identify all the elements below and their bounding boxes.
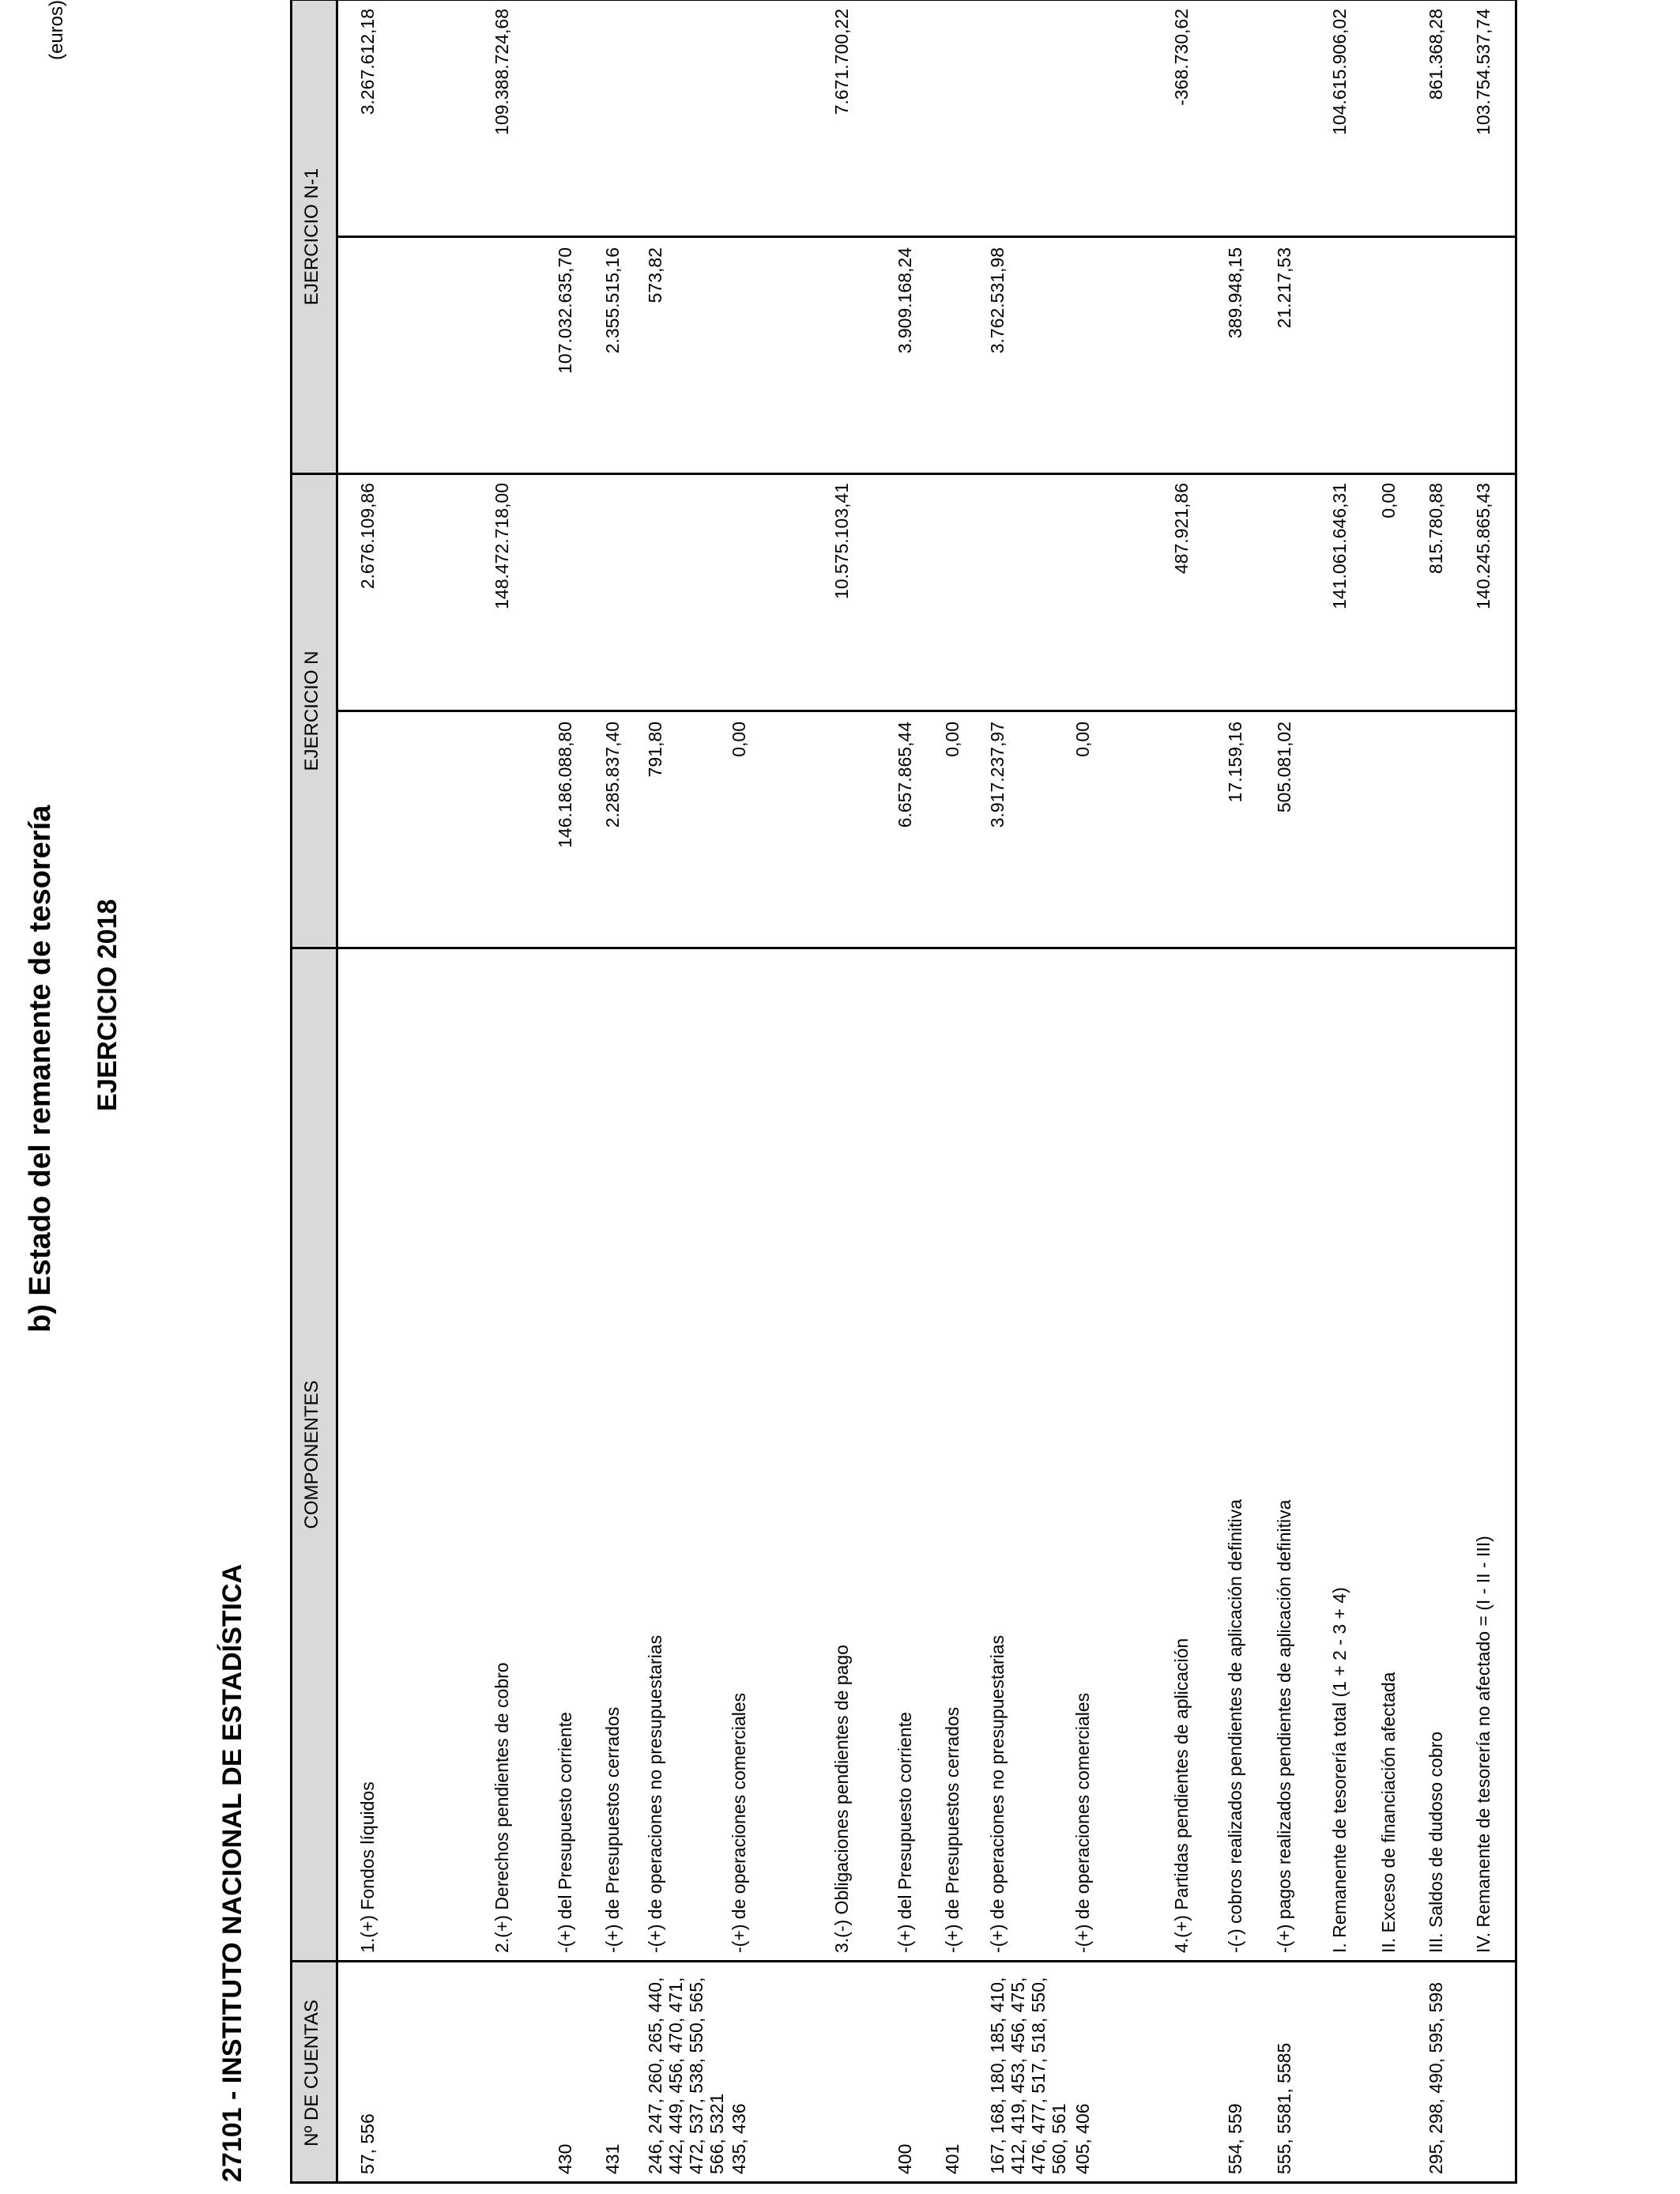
- table-border-left: [290, 2181, 1517, 2184]
- cell-n-total: 487.921,86: [1171, 483, 1192, 575]
- cell-n-detalle: 6.657.865,44: [895, 722, 915, 828]
- column-divider-ejercicio-n: [290, 473, 1517, 475]
- entity-title: 27101 - INSTITUTO NACIONAL DE ESTADÍSTICA: [217, 1563, 247, 2182]
- cell-componente: 3.(-) Obligaciones pendientes de pago: [831, 1645, 852, 1953]
- cell-componente: -(+) de Presupuestos cerrados: [602, 1706, 623, 1953]
- cell-componente: I. Remanente de tesorería total (1 + 2 - 3 + 4): [1329, 1587, 1350, 1953]
- header-ejercicio-n: EJERCICIO N: [301, 650, 322, 771]
- table-border-right: [290, 0, 1517, 1]
- cell-n-total: 10.575.103,41: [831, 483, 852, 600]
- cell-n1-detalle: 389.948,15: [1225, 247, 1245, 339]
- cell-n-detalle: 0,00: [1072, 722, 1093, 757]
- cell-componente: -(+) de operaciones comerciales: [1072, 1692, 1093, 1953]
- remanente-table: [290, 0, 1517, 2184]
- cell-n-detalle: 17.159,16: [1225, 722, 1245, 803]
- cell-n1-total: 103.754.537,74: [1473, 9, 1494, 135]
- cell-n-total: 0,00: [1378, 483, 1399, 518]
- cell-n-total: 140.245.865,43: [1473, 483, 1494, 609]
- cell-n-total: 2.676.109,86: [357, 483, 378, 590]
- cell-n1-total: 104.615.906,02: [1329, 9, 1350, 135]
- cell-componente: -(+) de operaciones comerciales: [729, 1692, 749, 1953]
- cell-componente: -(+) del Presupuesto corriente: [555, 1712, 575, 1953]
- cell-componente: -(+) de Presupuestos cerrados: [942, 1706, 962, 1953]
- cell-componente: -(+) pagos realizados pendientes de aplicación definitiva: [1274, 1499, 1294, 1953]
- cell-n-total: 141.061.646,31: [1329, 483, 1350, 609]
- cell-cuentas: 431: [602, 2143, 623, 2174]
- subcolumn-divider-n1: [336, 236, 1517, 238]
- cell-componente: II. Exceso de financiación afectada: [1378, 1672, 1399, 1953]
- cell-cuentas: 400: [895, 2143, 915, 2174]
- cell-n1-detalle: 3.762.531,98: [987, 247, 1008, 354]
- cell-componente: 1.(+) Fondos líquidos: [357, 1781, 378, 1953]
- page-title: b) Estado del remanente de tesorería: [24, 805, 57, 1333]
- cell-n-total: 815.780,88: [1426, 483, 1446, 575]
- cell-cuentas: 246, 247, 260, 265, 440, 442, 449, 456, 470, 471, 472, 537, 538, 550, 565, 566, 5321: [645, 1977, 727, 2174]
- cell-n-detalle: 146.186.088,80: [555, 722, 575, 848]
- cell-componente: -(+) de operaciones no presupuestarias: [987, 1634, 1008, 1953]
- cell-n1-detalle: 2.355.515,16: [602, 247, 623, 354]
- cell-n1-total: 109.388.724,68: [492, 9, 512, 135]
- cell-componente: -(-) cobros realizados pendientes de aplicación definitiva: [1225, 1498, 1245, 1953]
- cell-cuentas: 167, 168, 180, 185, 410, 412, 419, 453, 456, 475, 476, 477, 517, 518, 550, 560, 561: [987, 1977, 1069, 2174]
- header-ejercicio-n1: EJERCICIO N-1: [301, 168, 322, 306]
- subcolumn-divider-n: [336, 710, 1517, 712]
- header-cuentas: Nº DE CUENTAS: [301, 2000, 322, 2147]
- cell-n1-total: 3.267.612,18: [357, 9, 378, 115]
- cell-n-detalle: 0,00: [942, 722, 962, 757]
- cell-n-detalle: 2.285.837,40: [602, 722, 623, 828]
- table-border-bottom: [1515, 0, 1517, 2184]
- cell-cuentas: 555, 5581, 5585: [1274, 2042, 1294, 2174]
- header-componentes: COMPONENTES: [301, 1380, 322, 1529]
- cell-n1-detalle: 3.909.168,24: [895, 247, 915, 354]
- column-divider-cuentas: [290, 1960, 1517, 1962]
- cell-n1-detalle: 573,82: [645, 247, 665, 303]
- cell-n-total: 148.472.718,00: [492, 483, 512, 609]
- cell-componente: 2.(+) Derechos pendientes de cobro: [492, 1662, 512, 1953]
- cell-n1-detalle: 21.217,53: [1274, 247, 1294, 329]
- cell-componente: -(+) de operaciones no presupuestarias: [645, 1634, 665, 1953]
- cell-n-detalle: 791,80: [645, 722, 665, 778]
- cell-n1-total: 7.671.700,22: [831, 9, 852, 115]
- cell-n1-detalle: 107.032.635,70: [555, 247, 575, 374]
- ejercicio-title: EJERCICIO 2018: [92, 899, 122, 1111]
- header-divider: [336, 0, 338, 2184]
- cell-n1-total: 861.368,28: [1426, 9, 1446, 100]
- cell-cuentas: 405, 406: [1072, 2103, 1093, 2174]
- cell-cuentas: 435, 436: [729, 2103, 749, 2174]
- unit-label: (euros): [46, 0, 67, 60]
- table-border-top: [290, 0, 292, 2184]
- cell-n-detalle: 0,00: [729, 722, 749, 757]
- cell-cuentas: 57, 556: [357, 2113, 378, 2174]
- cell-n-detalle: 3.917.237,97: [987, 722, 1008, 828]
- cell-n1-total: -368.730,62: [1171, 9, 1192, 106]
- cell-componente: IV. Remanente de tesorería no afectado = (I - II - III): [1473, 1536, 1494, 1953]
- cell-cuentas: 554, 559: [1225, 2103, 1245, 2174]
- cell-cuentas: 401: [942, 2143, 962, 2174]
- column-divider-componentes: [290, 947, 1517, 949]
- cell-cuentas: 295, 298, 490, 595, 598: [1426, 1982, 1446, 2174]
- cell-componente: III. Saldos de dudoso cobro: [1426, 1731, 1446, 1953]
- cell-cuentas: 430: [555, 2143, 575, 2174]
- cell-n-detalle: 505.081,02: [1274, 722, 1294, 813]
- cell-componente: -(+) del Presupuesto corriente: [895, 1712, 915, 1953]
- cell-componente: 4.(+) Partidas pendientes de aplicación: [1171, 1638, 1192, 1953]
